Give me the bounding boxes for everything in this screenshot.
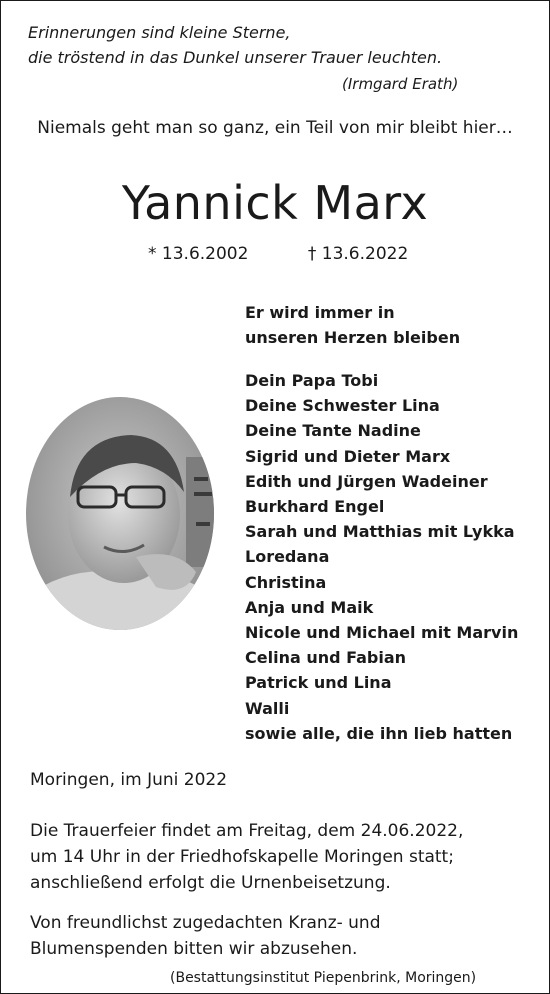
flowers-line: Blumenspenden bitten wir abzusehen. <box>30 939 358 959</box>
tribute-line: Er wird immer in <box>245 303 395 322</box>
ceremony-line: Die Trauerfeier findet am Freitag, dem 24.06.2022, <box>30 821 464 841</box>
mourners-list <box>245 368 518 746</box>
list-item: Christina <box>245 572 327 592</box>
list-item: Loredana <box>245 547 330 567</box>
list-item: Sarah und Matthias mit Lykka <box>245 522 515 542</box>
quote-author: (Irmgard Erath) <box>342 75 459 93</box>
list-item: Edith und Jürgen Wadeiner <box>245 471 488 491</box>
list-item: Patrick und Lina <box>245 673 392 693</box>
list-item: Burkhard Engel <box>245 497 385 517</box>
ceremony-line: anschließend erfolgt die Urnenbeisetzung. <box>30 873 391 893</box>
place-date: Moringen, im Juni 2022 <box>30 770 228 790</box>
birth-date: * 13.6.2002 <box>148 244 249 264</box>
list-item: Sigrid und Dieter Marx <box>245 446 451 466</box>
portrait-photo <box>26 397 214 630</box>
list-item: Anja und Maik <box>245 597 374 617</box>
memorial-quote <box>28 20 528 93</box>
ceremony-line: um 14 Uhr in der Friedhofskapelle Moringen statt; <box>30 847 454 867</box>
tribute-line: unseren Herzen bleiben <box>245 328 461 347</box>
undertaker: (Bestattungsinstitut Piepenbrink, Moringen) <box>170 970 477 986</box>
quote-line: die tröstend in das Dunkel unserer Trauer leuchten. <box>28 48 443 67</box>
list-item: Dein Papa Tobi <box>245 371 379 390</box>
list-item: Nicole und Michael mit Marvin <box>245 623 519 643</box>
tribute-text <box>245 300 460 350</box>
list-item: Deine Schwester Lina <box>245 396 440 416</box>
motto: Niemals geht man so ganz, ein Teil von mir bleibt hier… <box>37 118 513 138</box>
quote-line: Erinnerungen sind kleine Sterne, <box>28 23 291 42</box>
death-date: † 13.6.2022 <box>307 244 409 264</box>
flowers-note <box>30 910 381 962</box>
list-item: Celina und Fabian <box>245 648 407 668</box>
deceased-name: Yannick Marx <box>121 176 429 230</box>
list-item: Deine Tante Nadine <box>245 421 421 441</box>
list-item: Walli <box>245 698 290 718</box>
list-item: sowie alle, die ihn lieb hatten <box>245 723 513 743</box>
flowers-line: Von freundlichst zugedachten Kranz- und <box>30 913 381 933</box>
ceremony-info <box>30 818 463 896</box>
life-dates <box>148 244 408 264</box>
